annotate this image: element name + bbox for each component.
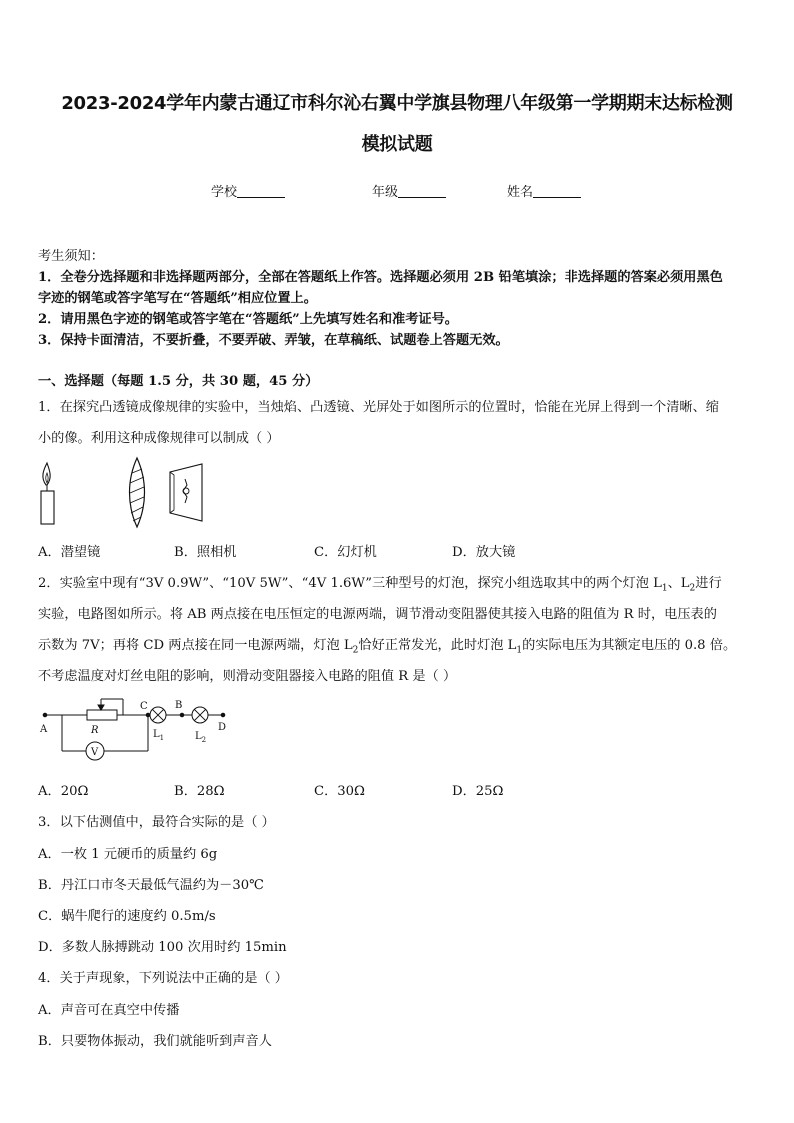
school-blank — [237, 183, 285, 198]
label-r: R — [91, 725, 99, 736]
grade-field — [372, 181, 446, 200]
school-label: 学校 — [211, 185, 238, 200]
grade-label: 年级 — [372, 185, 399, 200]
q4-option-b: B．只要物体振动，我们就能听到声音人 — [38, 1034, 272, 1049]
label-d: D — [218, 722, 227, 733]
q1-option-b: B．照相机 — [174, 545, 237, 560]
name-field — [507, 181, 581, 200]
q2-option-b: B．28Ω — [174, 784, 225, 799]
q2-stem-line4: 不考虑温度对灯丝电阻的影响，则滑动变阻器接入电路的阻值 R 是（ ） — [38, 669, 457, 684]
section-heading: 一、选择题（每题 1.5 分，共 30 题，45 分） — [38, 374, 319, 389]
school-field — [211, 181, 285, 200]
screen-icon — [170, 464, 202, 521]
q1-option-d: D．放大镜 — [452, 545, 516, 560]
exam-title-line2: 模拟试题 — [361, 134, 433, 155]
q2-option-c: C．30Ω — [314, 784, 365, 799]
circuit-diagram — [35, 695, 240, 770]
label-l1: $L_1$ — [153, 729, 165, 742]
q2-stem-line3: 示数为 7V；再将 CD 两点接在同一电源两端，灯泡 $L_2$恰好正常发光，此时灯泡 $L_1$的实际电压为其额定电压的 0.8 倍。 — [38, 638, 737, 656]
q2-option-d: D．25Ω — [452, 784, 504, 799]
q3-option-a: A．一枚 1 元硬币的质量约 6g — [38, 847, 218, 862]
q1-option-a: A．潜望镜 — [38, 545, 101, 560]
exam-title-line1: 2023-2024学年内蒙古通辽市科尔沁右翼中学旗县物理八年级第一学期期末达标检测 — [61, 93, 733, 114]
q4-option-a: A．声音可在真空中传播 — [38, 1003, 180, 1018]
q2-stem-line1: 2．实验室中现有“3V 0.9W”、“10V 5W”、“4V 1.6W”三种型号的灯泡，探究小组选取其中的两个灯泡 $L_1$、$L_2$进行 — [38, 576, 722, 594]
notice-item-3: 3．保持卡面清洁，不要折叠，不要弄破、弄皱，在草稿纸、试题卷上答题无效。 — [38, 333, 509, 348]
notice-item-1a: 1．全卷分选择题和非选择题两部分，全部在答题纸上作答。选择题必须用 2B 铅笔填涂；非选择题的答案必须用黑色 — [38, 270, 723, 285]
q3-stem: 3．以下估测值中，最符合实际的是（ ） — [38, 815, 275, 830]
q4-stem: 4．关于声现象，下列说法中正确的是（ ） — [38, 971, 288, 986]
label-l2: $L_2$ — [195, 731, 207, 744]
lens-setup-figure — [30, 455, 220, 530]
notice-item-1b: 字迹的钢笔或答字笔写在“答题纸”相应位置上。 — [38, 291, 317, 306]
name-label: 姓名 — [507, 185, 534, 200]
q2-option-a: A．20Ω — [38, 784, 89, 799]
q2-stem-line2: 实验，电路图如所示。将 AB 两点接在电压恒定的电源两端，调节滑动变阻器使其接入电路的阻值为 R 时，电压表的 — [38, 607, 717, 622]
notice-heading: 考生须知： — [38, 249, 104, 264]
q3-option-b: B．丹江口市冬天最低气温约为－30℃ — [38, 878, 264, 893]
q1-stem-line1: 1．在探究凸透镜成像规律的实验中，当烛焰、凸透镜、光屏处于如图所示的位置时，恰能在光屏上得到一个清晰、缩 — [38, 400, 719, 415]
q1-stem-line2: 小的像。利用这种成像规律可以制成（ ） — [38, 431, 280, 446]
notice-item-2: 2．请用黑色字迹的钢笔或答字笔在“答题纸”上先填写姓名和准考证号。 — [38, 312, 458, 327]
q3-option-d: D．多数人脉搏跳动 100 次用时约 15min — [38, 940, 287, 955]
grade-blank — [398, 183, 446, 198]
q1-option-c: C．幻灯机 — [314, 545, 377, 560]
name-blank — [533, 183, 581, 198]
label-c: C — [140, 701, 148, 712]
convex-lens-icon — [130, 458, 145, 527]
q3-option-c: C．蜗牛爬行的速度约 0.5m/s — [38, 909, 216, 924]
voltmeter-label: V — [91, 747, 99, 758]
label-a: A — [40, 724, 48, 735]
label-b: B — [175, 700, 183, 711]
candle-icon — [41, 463, 54, 524]
